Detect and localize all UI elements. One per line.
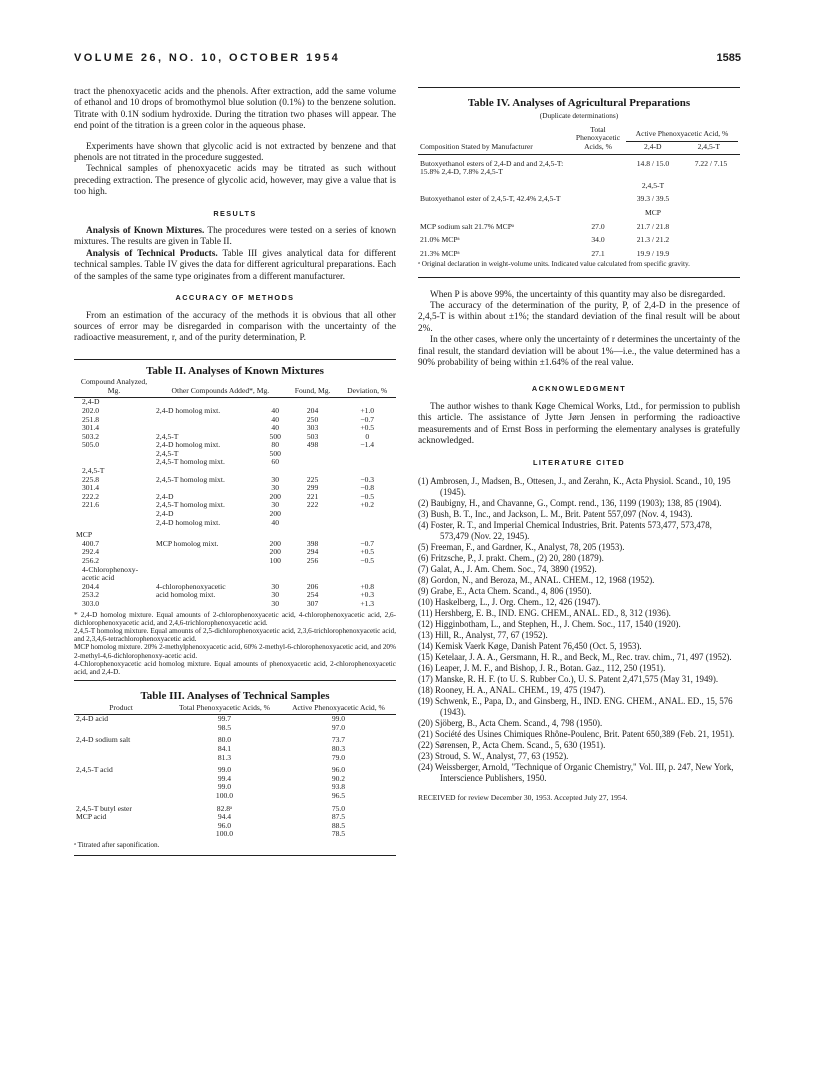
table-cell: MCP (644, 207, 662, 217)
table-row (418, 190, 740, 204)
table-row (74, 510, 396, 519)
table-cell (287, 566, 339, 583)
table-cell: MCP acid (76, 812, 107, 822)
table-2 (74, 378, 396, 608)
reference-item: (12) Higginbotham, L., and Stephen, H., J. Chem. Soc., 117, 1540 (1920). (418, 618, 681, 629)
table-cell: 294 (306, 547, 319, 557)
table-row (74, 715, 396, 724)
table-cell (74, 754, 168, 763)
reference-item: (10) Haskelberg, L., J. Org. Chem., 12, 426 (1947). (418, 596, 601, 607)
table-row (74, 813, 396, 822)
sub-header: 2,4,5-T (697, 142, 720, 151)
table-row (74, 433, 396, 442)
literature-heading: LITERATURE CITED (533, 458, 625, 468)
table-cell (338, 527, 396, 540)
paragraph: When P is above 99%, the uncertainty of this quantity may also be disregarded. (430, 289, 726, 300)
table-cell: 21.3% MCPᵃ (420, 248, 460, 258)
table-row (74, 441, 396, 450)
table-cell: 27.0 (591, 221, 605, 231)
table-cell: 99.0 (217, 782, 232, 792)
table-cell: 400.7 (82, 538, 100, 548)
table-row (74, 822, 396, 831)
table-cell (338, 450, 396, 459)
table-cell: 253.2 (82, 590, 100, 600)
table-row (74, 501, 396, 510)
table-cell: 225.8 (82, 474, 100, 484)
table-2-footnotes (74, 611, 396, 677)
table-cell: Butoxyethanol esters of 2,4-D and and 2,4,5-T: 15.8% 2,4-D, 7.8% 2,4,5-T (420, 158, 564, 177)
table-cell: 30 (271, 483, 279, 493)
column-header: Total Phenoxyacetic Acids, % (572, 126, 624, 154)
reference-item: (11) Hershberg, E. B., IND. ENG. CHEM., ANAL. ED., 8, 312 (1936). (418, 607, 671, 618)
table-cell: 90.2 (331, 773, 346, 783)
table-cell (418, 204, 572, 218)
table-cell: −0.7 (360, 414, 375, 424)
table-cell: 503 (306, 431, 319, 441)
table-4-footnote: ᵃ Original declaration in weight-volume units. Indicated value calculated from specific gravity. (418, 260, 690, 269)
page-number: 1585 (716, 52, 741, 64)
table-cell: 73.7 (331, 735, 346, 745)
table-cell: 84.1 (217, 743, 232, 753)
table-cell: −0.7 (360, 538, 375, 548)
table-cell (338, 510, 396, 519)
reference-item: (8) Gordon, N., and Beroza, M., ANAL. CHEM., 12, 1968 (1952). (418, 574, 655, 585)
table-cell: +0.5 (360, 547, 375, 557)
table-cell (74, 830, 168, 839)
table-row (74, 566, 396, 583)
table-cell: 2,4-D (156, 509, 174, 519)
paragraph: The accuracy of the determination of the purity, P, of 2,4-D in the presence of 2,4,5-T is within about ±1%; the standard deviation of the final result will be about 2%. (418, 300, 740, 334)
table-cell (154, 557, 264, 566)
table-cell: 254 (306, 590, 319, 600)
acknowledgment-heading: ACKNOWLEDGMENT (531, 384, 627, 394)
column-header: Composition Stated by Manufacturer (418, 126, 572, 154)
table-cell: 99.0 (217, 765, 232, 775)
table-row (418, 154, 740, 177)
table-cell: 93.8 (331, 782, 346, 792)
table-cell (287, 519, 339, 528)
table-cell (74, 450, 154, 459)
table-cell: +0.5 (360, 423, 375, 433)
table-cell: 2,4,5-T (156, 431, 179, 441)
table-cell: 80.0 (217, 735, 232, 745)
table-row (418, 204, 740, 218)
table-cell: 292.4 (82, 547, 100, 557)
reference-item: (24) Weissberger, Arnold, "Technique of Organic Chemistry," Vol. III, p. 247, New York, Interscience Publishers, 1950. (418, 761, 734, 783)
table-cell: 14.8 / 15.0 (636, 158, 670, 168)
table-cell: 96.5 (331, 790, 346, 800)
table-cell (338, 519, 396, 528)
table-cell: 498 (306, 440, 319, 450)
table-cell: 100 (269, 556, 281, 565)
table-cell: 87.5 (331, 812, 346, 822)
reference-item: (15) Ketelaar, J. A. A., Gersmann, H. R., and Beck, M., Rec. trav. chim., 71, 497 (1952). (418, 651, 732, 662)
paragraph: Analysis of Technical Products. Table III gives analytical data for different technical samples. Table IV gives the data for different agricultural preparations. Each of the samples of the same type originates from a different manufacturer. (74, 248, 396, 282)
reference-item: (23) Stroud, S. W., Analyst, 77, 63 (1952). (418, 750, 569, 761)
table-cell: 2,4,5-T (641, 180, 665, 190)
table-cell: 30 (271, 590, 279, 600)
reference-item: (14) Kemisk Vaerk Køge, Danish Patent 76,450 (Oct. 5, 1953). (418, 640, 642, 651)
table-cell: 30 (271, 598, 279, 608)
table-cell: 2,4,5-T (156, 448, 179, 458)
table-row (74, 450, 396, 459)
table-cell: 4-chlorophenoxyacetic (156, 581, 226, 591)
table-cell: 2,4-D homolog mixt. (156, 405, 221, 415)
table-row (74, 484, 396, 493)
table-cell (74, 822, 168, 831)
table-cell: 99.4 (217, 773, 232, 783)
table-cell: +0.3 (360, 590, 375, 600)
table-cell: +0.2 (360, 500, 375, 510)
table-4-title: Table IV. Analyses of Agricultural Preparations (467, 97, 691, 109)
table-cell: 206 (306, 581, 319, 591)
table-cell: 222.2 (82, 491, 100, 501)
table-cell: 301.4 (82, 483, 100, 493)
table-cell (154, 566, 264, 583)
accuracy-heading: ACCURACY OF METHODS (175, 293, 295, 303)
table-row (74, 548, 396, 557)
run-in-heading: Analysis of Technical Products. (86, 248, 218, 259)
table-cell (287, 527, 339, 540)
table-row (418, 245, 740, 259)
table-cell: 2,4-D (156, 491, 174, 501)
run-in-heading: Analysis of Known Mixtures. (86, 226, 205, 237)
table-cell (682, 204, 740, 218)
sub-header: 2,4-D (644, 142, 662, 151)
table-cell: 503.2 (82, 431, 100, 441)
table-cell: 256 (306, 556, 319, 565)
table-cell: 97.0 (331, 722, 346, 732)
table-cell: +1.0 (360, 405, 375, 415)
table-cell: 96.0 (217, 820, 232, 830)
table-row (74, 745, 396, 754)
running-header (74, 52, 741, 68)
column-header: Product (74, 704, 168, 715)
reference-item: (16) Leaper, J. M. F., and Bishop, J. R., Botan. Gaz., 112, 250 (1951). (418, 662, 666, 673)
footnote: MCP homolog mixture. 20% 2-methylphenoxyacetic acid, 60% 2-methyl-6-chlorophenoxyacetic acid, and 20% 2-methyl-4,6-dichlorophenoxy-acetic acid. (74, 643, 396, 660)
table-cell (154, 527, 264, 540)
table-cell (682, 231, 740, 245)
table-cell: 99.7 (217, 714, 232, 724)
table-3-footnote: ᵃ Titrated after saponification. (74, 840, 160, 849)
table-cell (74, 745, 168, 754)
table-cell (682, 218, 740, 232)
table-cell: −1.4 (360, 440, 375, 450)
table-row (74, 783, 396, 792)
table-cell (682, 177, 740, 191)
paragraph: From an estimation of the accuracy of the methods it is obvious that all other sources of error may be disregarded in comparison with the uncertainty of the radioactive measurement, r, and of the purity determination, P. (74, 310, 396, 344)
table-cell (154, 416, 264, 425)
table-row (74, 458, 396, 467)
table-cell (74, 519, 154, 528)
table-cell: 204 (306, 405, 319, 415)
table-cell (154, 600, 264, 609)
table-row (74, 591, 396, 600)
table-cell: 88.5 (331, 820, 346, 830)
table-cell: 200 (269, 547, 281, 557)
paragraph: Technical samples of phenoxyacetic acids may be titrated as such without preceding extraction. The presence of glycolic acid, however, may give a value that is too high. (74, 164, 396, 198)
table-cell (572, 154, 624, 177)
table-cell: 78.5 (331, 829, 346, 839)
table-cell: 2,4-D sodium salt (76, 735, 131, 745)
reference-item: (21) Société des Usines Chimiques Rhône-Poulenc, Brit. Patent 650,389 (Feb. 21, 1951). (418, 728, 735, 739)
table-cell: 500 (269, 431, 281, 441)
table-cell: 505.0 (82, 440, 100, 450)
table-cell: 303.0 (82, 598, 100, 608)
table-row (418, 231, 740, 245)
table-cell: 60 (271, 457, 279, 467)
table-cell: 2,4,5-T homolog mixt. (156, 500, 225, 510)
table-cell (74, 510, 154, 519)
reference-list (418, 476, 740, 784)
table-cell: 80.3 (331, 743, 346, 753)
results-heading: RESULTS (213, 208, 257, 218)
table-cell: MCP sodium salt 21.7% MCPᵃ (420, 221, 514, 231)
table-row (74, 724, 396, 733)
reference-item: (5) Freeman, F., and Gardner, K., Analyst, 78, 205 (1953). (418, 541, 625, 552)
table-cell: 2,4,5-T (82, 466, 105, 476)
table-row (74, 540, 396, 549)
table-3 (74, 704, 396, 839)
table-cell: 21.7 / 21.8 (636, 221, 670, 231)
table-row (74, 407, 396, 416)
table-cell: −0.5 (360, 491, 375, 501)
column-header: Deviation, % (338, 378, 396, 398)
table-cell: 81.3 (217, 752, 232, 762)
table-row (74, 792, 396, 801)
table-cell (74, 783, 168, 792)
column-header: Other Compounds Added*, Mg. (154, 378, 287, 398)
table-cell: acid homolog mixt. (156, 590, 216, 600)
reference-item: (22) Sørensen, P., Acta Chem. Scand., 5, 630 (1951). (418, 739, 606, 750)
table-cell: 2,4-D (82, 397, 100, 407)
table-cell: 30 (271, 500, 279, 510)
table-cell: 30 (271, 474, 279, 484)
table-row (74, 476, 396, 485)
table-row (74, 830, 396, 839)
table-cell: 100.0 (215, 790, 233, 800)
footnote: * 2,4-D homolog mixture. Equal amounts of 2-chlorophenoxyacetic acid, 4-chlorophenoxyacetic acid, 2,6-dichlorophenoxyacetic acid, and 2,4,6-trichlorophenoxyacetic acid. (74, 610, 396, 627)
paragraph: Experiments have shown that glycolic acid is not extracted by benzene and that phenols are not titrated in the procedure suggested. (74, 141, 396, 164)
table-cell (682, 245, 740, 259)
table-cell (338, 458, 396, 467)
table-cell: 225 (306, 474, 319, 484)
table-row (418, 177, 740, 191)
table-cell: 79.0 (331, 752, 346, 762)
table-4-subtitle: (Duplicate determinations) (539, 111, 619, 121)
table-cell: MCP (76, 530, 93, 540)
reference-item: (3) Bush, B. T., Inc., and Jackson, L. M., Brit. Patent 557,097 (Nov. 4, 1943). (418, 508, 693, 519)
table-cell (287, 510, 339, 519)
table-cell: 2,4-D acid (76, 714, 109, 724)
table-3-title: Table III. Analyses of Technical Samples (140, 690, 330, 703)
reference-item: (20) Sjöberg, B., Acta Chem. Scand., 4, 798 (1950). (418, 717, 603, 728)
paragraph: The author wishes to thank Køge Chemical Works, Ltd., for permission to publish this article. The assistance of Jytte Jørn Jensen in performing the radioactive measurements and of Ernst Boss in performing the elementary analyses is gratefully acknowledged. (418, 401, 740, 447)
table-row (74, 583, 396, 592)
table-cell (287, 458, 339, 467)
table-cell (264, 527, 287, 540)
table-cell: 2,4-D homolog mixt. (156, 440, 221, 450)
table-row (74, 766, 396, 775)
table-row (74, 754, 396, 763)
table-cell: 21.0% MCPᵃ (420, 235, 460, 245)
table-cell: −0.8 (360, 483, 375, 493)
table-cell: 40 (271, 517, 279, 527)
reference-item: (1) Ambrosen, J., Madsen, B., Ottesen, J., and Zerahn, K., Acta Physiol. Scand., 10, 195 (1945). (418, 475, 731, 497)
table-cell: 19.9 / 19.9 (636, 248, 670, 258)
column-header: Active Phenoxyacetic Acid, % 2,4-D 2,4,5-T (624, 126, 740, 154)
table-cell: 34.0 (591, 235, 605, 245)
table-cell: 27.1 (591, 248, 605, 258)
table-cell: 82.8ᵃ (216, 803, 233, 813)
table-cell: −0.3 (360, 474, 375, 484)
table-cell (418, 177, 572, 191)
table-cell (74, 724, 168, 733)
table-cell: 200 (269, 491, 281, 501)
table-4 (418, 126, 740, 259)
table-cell: +1.3 (360, 598, 375, 608)
table-cell: 80 (271, 440, 279, 450)
table-cell (74, 792, 168, 801)
reference-item: (19) Schwenk, E., Papa, D., and Ginsberg, H., IND. ENG. CHEM., ANAL. ED., 15, 576 (1943). (418, 695, 733, 717)
paragraph: Analysis of Known Mixtures. The procedures were tested on a series of known mixtures. The results are given in Table II. (74, 226, 396, 248)
table-cell: 96.0 (331, 765, 346, 775)
table-cell: MCP homolog mixt. (156, 538, 219, 548)
paragraph: tract the phenoxyacetic acids and the phenols. After extraction, add the same volume of ethanol and 10 drops of bromothymol blue solution (0.1%) to the benzene solution. Titrate with 0.1N sodium hydroxide. During the titration two phases will appear. The end point of the titration is a green color in the aqueous phase. (74, 87, 396, 132)
table-cell: 21.3 / 21.2 (636, 235, 670, 245)
table-cell: 307 (306, 598, 319, 608)
table-cell (154, 548, 264, 557)
table-cell: 30 (271, 581, 279, 591)
table-cell: 2,4,5-T homolog mixt. (156, 457, 225, 467)
right-column (418, 87, 740, 803)
table-cell: 221.6 (82, 500, 100, 510)
table-row (74, 398, 396, 407)
table-row (74, 519, 396, 528)
table-cell: 2,4,5-T acid (76, 765, 113, 775)
table-cell: 2,4-D homolog mixt. (156, 517, 221, 527)
received-line: RECEIVED for review December 30, 1953. Accepted July 27, 1954. (418, 792, 628, 802)
table-cell: 303 (306, 423, 319, 433)
table-cell (264, 566, 287, 583)
column-header: Found, Mg. (287, 378, 339, 398)
table-cell: +0.8 (360, 581, 375, 591)
column-header: Total Phenoxyacetic Acids, % (168, 704, 281, 715)
reference-item: (4) Foster, R. T., and Imperial Chemical Industries, Brit. Patents 573,477, 573,478, 573,479 (Nov. 22, 1945). (418, 519, 712, 541)
table-row (418, 218, 740, 232)
table-cell: −0.5 (360, 556, 375, 565)
table-row (74, 736, 396, 745)
table-cell: 250 (306, 414, 319, 424)
table-cell: 39.3 / 39.5 (636, 194, 670, 204)
table-cell: 98.5 (217, 722, 232, 732)
table-row (74, 805, 396, 814)
table-cell (682, 190, 740, 204)
table-cell: 221 (306, 491, 319, 501)
table-cell: 200 (269, 509, 281, 519)
table-cell: 301.4 (82, 423, 100, 433)
table-cell: 204.4 (82, 581, 100, 591)
table-cell (572, 204, 624, 218)
table-cell: 40 (271, 414, 279, 424)
table-cell: 94.4 (217, 812, 232, 822)
table-cell: 40 (271, 423, 279, 433)
table-row (74, 467, 396, 476)
table-cell: 500 (269, 448, 281, 458)
table-cell: 100.0 (215, 829, 233, 839)
table-cell (287, 450, 339, 459)
table-cell (572, 177, 624, 191)
table-cell: Butoxyethanol ester of 2,4,5-T, 42.4% 2,4,5-T (420, 194, 561, 204)
table-cell: 398 (306, 538, 319, 548)
reference-item: (13) Hill, R., Analyst, 77, 67 (1952). (418, 629, 548, 640)
reference-item: (9) Grabe, E., Acta Chem. Scand., 4, 806 (1950). (418, 585, 592, 596)
table-2-title: Table II. Analyses of Known Mixtures (146, 364, 324, 377)
reference-item: (18) Rooney, H. A., ANAL. CHEM., 19, 475 (1947). (418, 684, 606, 695)
column-header: Compound Analyzed, Mg. (74, 378, 154, 398)
table-cell: 2,4,5-T butyl ester (76, 803, 132, 813)
column-header: Active Phenoxyacetic Acid, % (281, 704, 396, 715)
table-cell: 2,4,5-T homolog mixt. (156, 474, 225, 484)
table-row (74, 600, 396, 609)
table-cell: 7.22 / 7.15 (694, 158, 728, 168)
table-row (74, 493, 396, 502)
paragraph: In the other cases, where only the uncertainty of r determines the uncertainty of the final result, the standard deviation will be about 1%—i.e., the value determined has a 90% probability of being within ±1.64% of the real value. (418, 335, 740, 368)
table-cell: 75.0 (331, 803, 346, 813)
table-cell: 299 (306, 483, 319, 493)
table-cell (338, 566, 396, 583)
table-cell: 200 (269, 538, 281, 548)
table-cell: 40 (271, 405, 279, 415)
reference-item: (17) Manske, R. H. F. (to U. S. Rubber Co.), U. S. Patent 2,471,575 (May 31, 1949). (418, 673, 719, 684)
table-row (74, 775, 396, 784)
reference-item: (6) Fritzsche, P., J. prakt. Chem., (2) 20, 280 (1879). (418, 552, 604, 563)
table-cell: 202.0 (82, 405, 100, 415)
table-cell (74, 775, 168, 784)
journal-info: VOLUME 26, NO. 10, OCTOBER 1954 (74, 52, 341, 64)
table-cell: 222 (306, 500, 319, 510)
table-cell: 4-Chlorophenoxy-acetic acid (82, 564, 139, 583)
table-cell (572, 190, 624, 204)
reference-item: (7) Galat, A., J. Am. Chem. Soc., 74, 3890 (1952). (418, 563, 597, 574)
table-row (74, 424, 396, 433)
table-cell: 0 (365, 431, 370, 441)
table-row (74, 527, 396, 540)
reference-item: (2) Baubigny, H., and Chavanne, G., Compt. rend., 136, 1199 (1903); 138, 85 (1904). (418, 497, 722, 508)
table-cell: 99.0 (331, 714, 346, 724)
left-column (74, 87, 396, 856)
footnote: 2,4,5-T homolog mixture. Equal amounts of 2,5-dichlorophenoxyacetic acid, 2,3,6-trichlorophenoxyacetic acid, and 2,3,4,6-tetrachlorophenoxyacetic acid. (74, 626, 396, 644)
table-cell: 251.8 (82, 414, 100, 424)
table-row (74, 416, 396, 425)
footnote: 4-Chlorophenoxyacetic acid homolog mixture. Equal amounts of phenoxyacetic acid, 2-chlorophenoxyacetic acid, and 2,4-D. (74, 659, 396, 676)
table-cell: 256.2 (82, 556, 100, 565)
